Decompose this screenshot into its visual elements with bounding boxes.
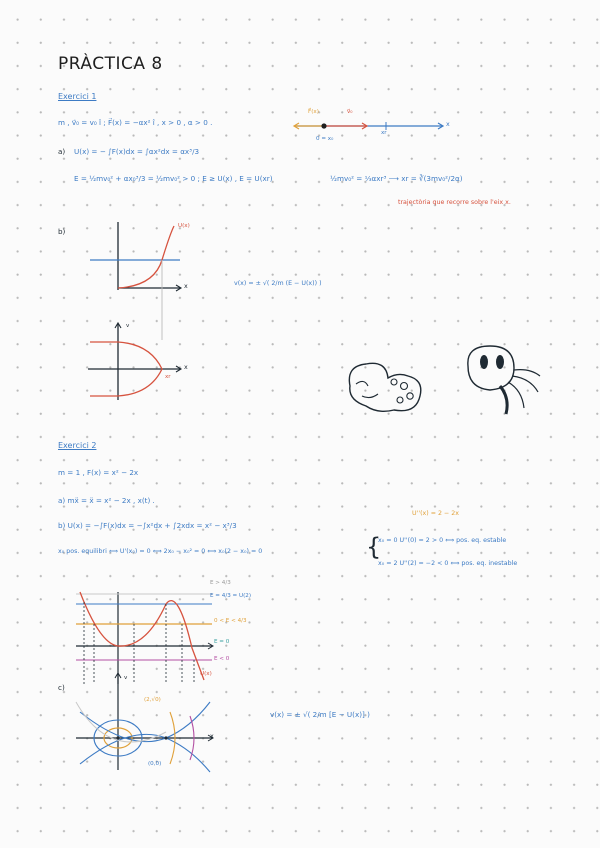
ex2-level-e-neg: E < 0 [214, 656, 230, 662]
ex1-a-label: a) [58, 147, 66, 156]
doodle-creature-left [338, 356, 433, 416]
ex1-a-turning-point: ½mv₀² = ⅓αxr³ ⟶ xr = ∛(3mv₀²/2α) [330, 174, 463, 183]
ex2-phase-portrait [70, 672, 220, 772]
ex2-level-e-zero: E = 0 [214, 639, 230, 645]
ex2-eq-case-1: x₀ = 0 U''(0) = 2 > 0 ⟺ pos. eq. estable [378, 537, 507, 544]
ex2-U-label: U(x) [200, 671, 212, 677]
page-title: PRÀCTICA 8 [58, 54, 163, 74]
ex2-heading: Exercici 2 [58, 441, 97, 450]
ex2-level-e-gt: E > 4/3 [210, 580, 231, 586]
ex2-phase-point-label: (2,√0) [144, 697, 161, 703]
ex2-c-formula: v(x) = ± √( 2/m [E − U(x)] ) [270, 710, 370, 719]
ex2-phase-x-label: x [210, 733, 214, 740]
ex1-origin-label: 0 = x₀ [316, 136, 334, 142]
ex2-a-line: a) mẍ = ẍ = x² − 2x , x(t) . [58, 496, 155, 505]
ex2-brace: { [366, 533, 382, 561]
ex1-b-label: b) [58, 227, 66, 236]
ex1-xr-label: xr [381, 130, 387, 136]
ex1-phase-xr-label: xr [165, 374, 171, 380]
ex2-phase-point-bottom: (0,0) [148, 761, 162, 767]
ex2-eq-case-2: x₀ = 2 U''(2) = −2 < 0 ⟺ pos. eq. inestable [378, 560, 518, 567]
ex1-a-line1: U(x) = − ∫F(x)dx = ∫αx²dx = αx³/3 [74, 147, 200, 156]
ex1-force-label: F⃗(x) [308, 109, 319, 115]
ex1-phase-graph [80, 322, 200, 402]
ex2-equilibrium-line: x₀ pos. equilibri ⟺ U'(x₀) = 0 ⟺ 2x₀ − x₀² = 0 ⟺ x₀(2 − x₀) = 0 [58, 548, 263, 555]
ex2-level-e-mid: 0 < E < 4/3 [214, 618, 247, 624]
ex1-phase-v-label: v [126, 323, 130, 329]
ex1-trajectory-note: trajectòria que recorre sobre l'eix x. [398, 199, 511, 206]
ex2-u2-label: U''(x) = 2 − 2x [412, 510, 460, 517]
ex2-level-e-eq: E = 4/3 = U(2) [210, 593, 252, 599]
ex1-U-label: U(x) [178, 223, 190, 229]
ex2-given: m = 1 , F(x) = x² − 2x [58, 468, 139, 477]
ex2-b-line: b) U(x) = −∫F(x)dx = −∫x²dx + ∫2xdx = x² − x³/3 [58, 521, 237, 530]
ex1-graph-x-label: x [184, 283, 188, 290]
ex2-c-label: c) [58, 683, 65, 692]
ex1-potential-graph [80, 218, 200, 298]
ex1-given: m , v⃗₀ = v₀ î ; F⃗(x) = −αx² î , x > 0 , α > 0 . [58, 118, 213, 127]
ex2-phase-v-label: v [124, 675, 128, 681]
ex1-x-axis-label: x [446, 121, 450, 128]
ex1-a-line2: E = ½mv₀² + αx₀³/3 = ½mv₀² > 0 ; E ≥ U(x) , E = U(xr) [74, 174, 273, 183]
ex1-velocity-label: v⃗₀ [347, 109, 353, 115]
ex1-heading: Exercici 1 [58, 92, 97, 101]
ex1-b-formula: v(x) = ± √( 2/m (E − U(x)) ) [234, 280, 322, 287]
doodle-octopus-right [460, 342, 555, 422]
ex1-phase-x-label: x [184, 364, 188, 371]
